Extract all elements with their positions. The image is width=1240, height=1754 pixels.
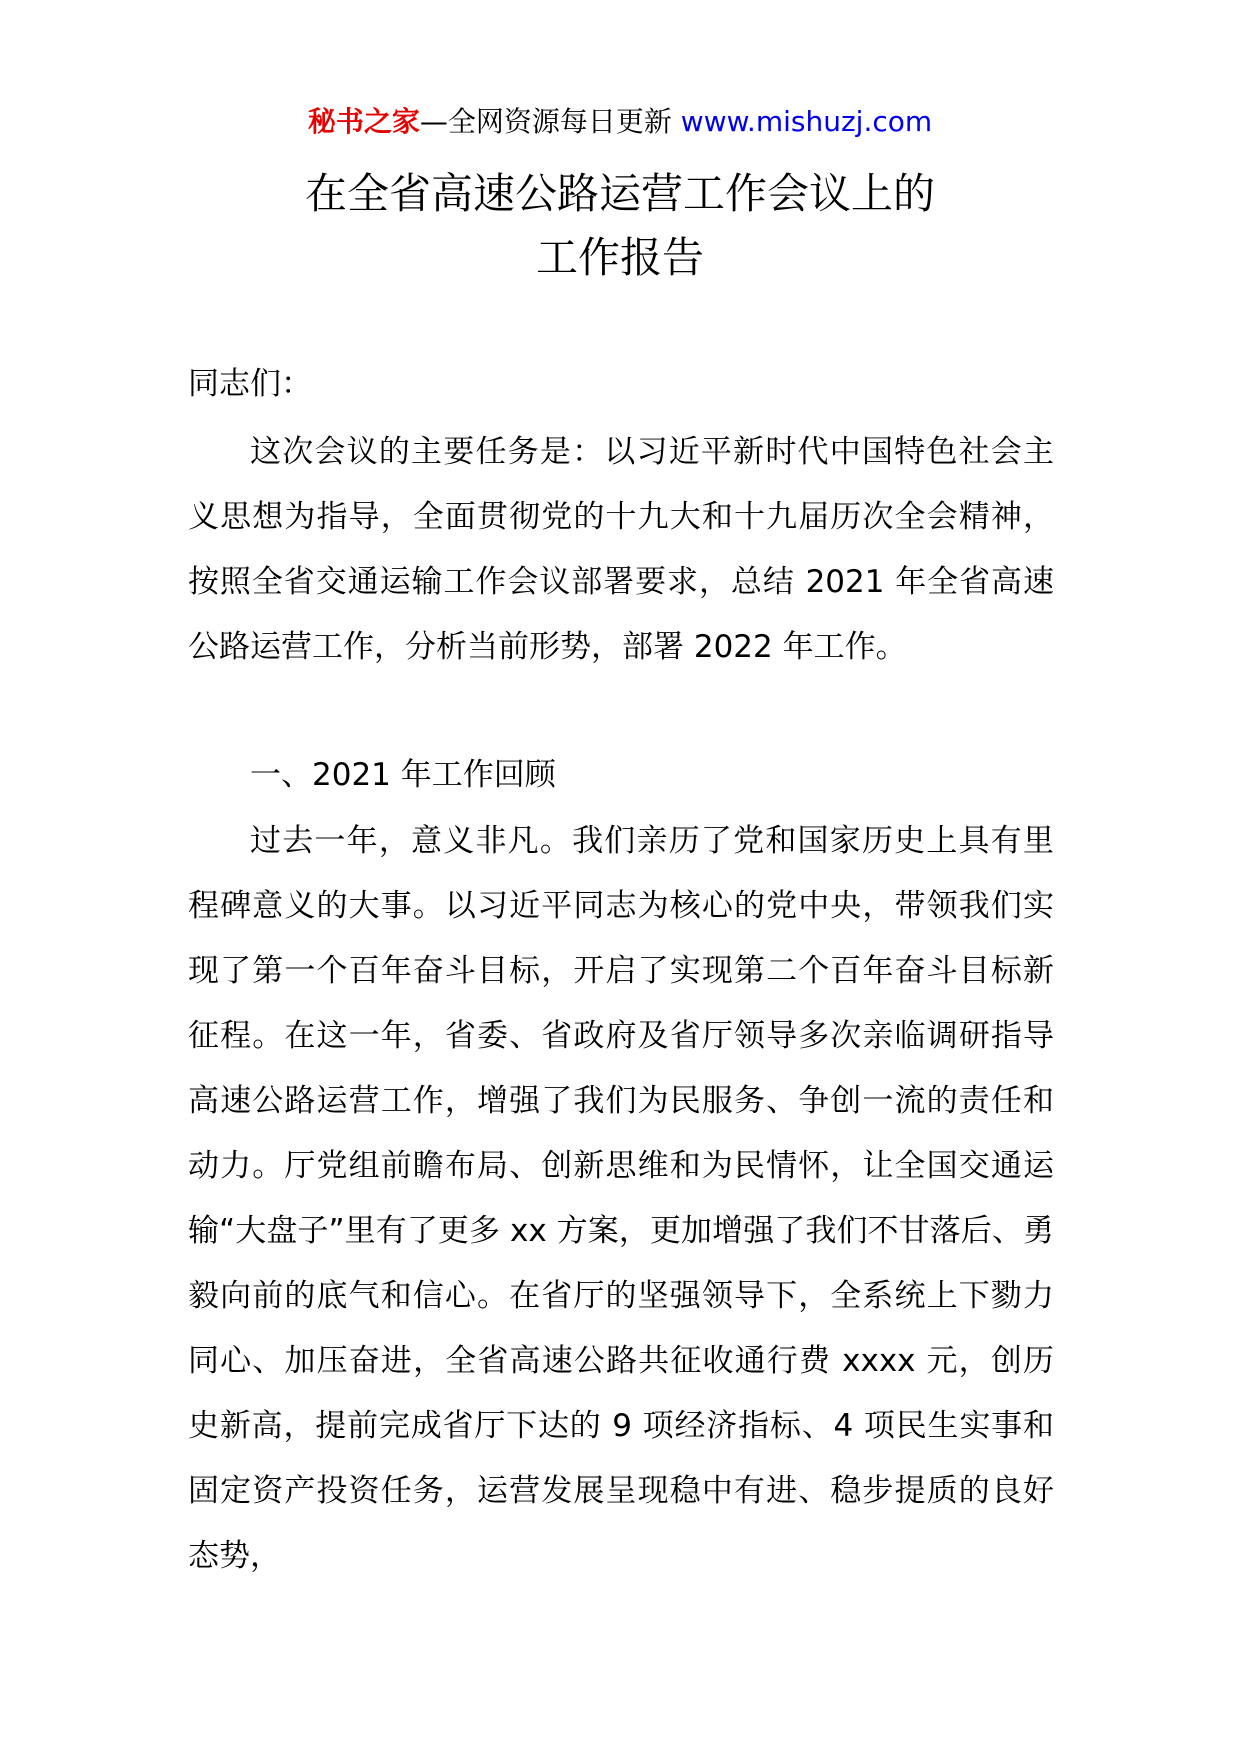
header-tagline: —全网资源每日更新 [419,105,672,138]
section-heading-1: 一、2021 年工作回顾 [250,757,556,793]
document-title-line2: 工作报告 [535,233,704,282]
body-paragraph-1: 这次会议的主要任务是：以习近平新时代中国特色社会主义思想为指导，全面贯彻党的十九大和十九届历次全会精神，按照全省交通运输工作会议部署要求，总结 2021 年全省高速公路运营工作，分析当前形势，部署 2022 年工作。 [188,434,1054,665]
site-url-link[interactable]: www.mishuzj.com [680,105,933,138]
body-paragraph-2: 过去一年，意义非凡。我们亲历了党和国家历史上具有里程碑意义的大事。以习近平同志为核心的党中央，带领我们实现了第一个百年奋斗目标，开启了实现第二个百年奋斗目标新征程。在这一年，省委、省政府及省厅领导多次亲临调研指导高速公路运营工作，增强了我们为民服务、争创一流的责任和动力。厅党组前瞻布局、创新思维和为民情怀，让全国交通运输“大盘子”里有了更多 xx 方案，更加增强了我们不甘落后、勇毅向前的底气和信心。在省厅的坚强领导下，全系统上下勠力同心、加压奋进，全省高速公路共征收通行费 xxxx 元，创历史新高，提前完成省厅下达的 9 项经济指标、4 项民生实事和固定资产投资任务，运营发展呈现稳中有进、稳步提质的良好态势， [188,823,1054,1574]
site-header [0,102,1240,142]
brand-name: 秘书之家 [307,105,420,138]
salutation: 同志们： [188,366,312,402]
document-title-line1: 在全省高速公路运营工作会议上的 [304,169,935,218]
